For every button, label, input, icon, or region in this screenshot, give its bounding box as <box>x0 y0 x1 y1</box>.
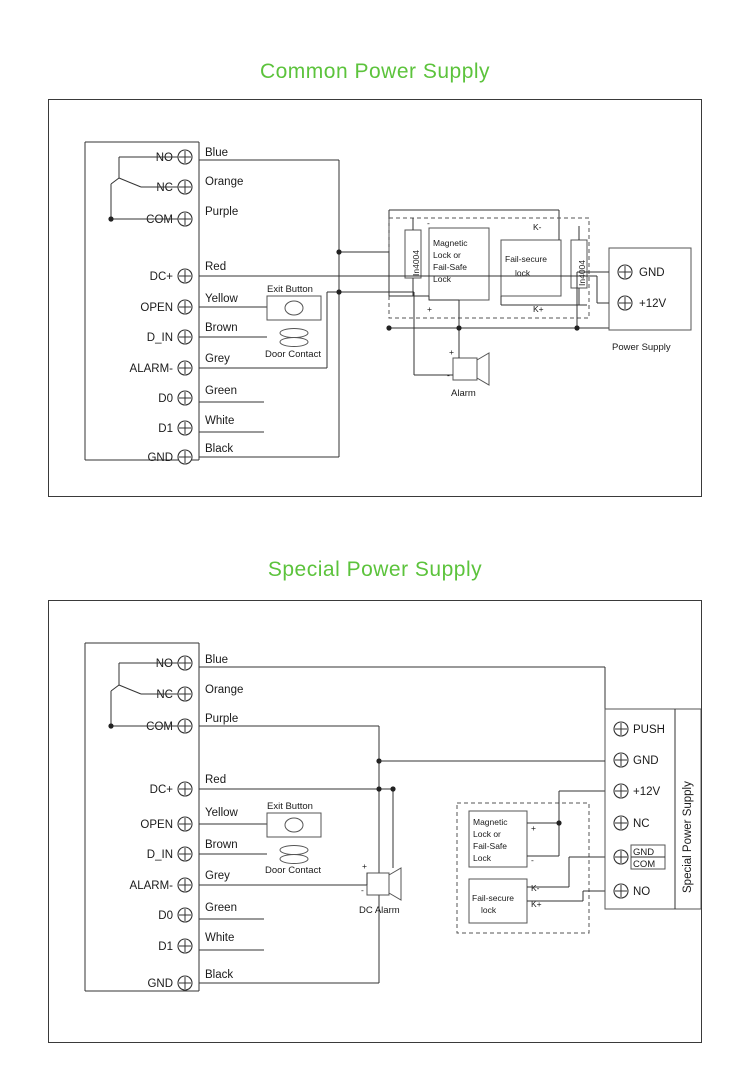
terminal-screw-alarm <box>178 878 192 892</box>
wire-color-yellow: Yellow <box>205 807 238 819</box>
power-supply-terminal-com: COM <box>633 859 656 870</box>
power-supply-screw-nc <box>614 816 628 830</box>
magnetic-lock-minus: - <box>427 218 430 228</box>
fail-secure-kminus: K- <box>533 222 542 232</box>
terminal-label-d0: D0 <box>158 393 173 405</box>
power-supply-caption: Power Supply <box>612 342 671 353</box>
terminal-screw-gnd <box>178 976 192 990</box>
wire-color-purple: Purple <box>205 206 239 218</box>
magnetic-lock-line-1: Magnetic <box>473 817 508 827</box>
terminal-screw-com <box>178 719 192 733</box>
exit-button-label: Exit Button <box>267 284 313 295</box>
fail-secure-lock-box <box>501 240 561 296</box>
wire-color-red: Red <box>205 774 227 786</box>
magnetic-lock-plus: + <box>531 823 536 833</box>
dc-alarm-device <box>367 868 401 900</box>
wire-color-white: White <box>205 932 235 944</box>
wire-color-black: Black <box>205 443 234 455</box>
terminal-screw-nc <box>178 180 192 194</box>
magnetic-lock-box <box>429 228 489 300</box>
terminal-screw-open <box>178 300 192 314</box>
terminal-screw-open <box>178 817 192 831</box>
terminal-label-com: COM <box>146 214 173 226</box>
wire-color-purple: Purple <box>205 713 239 725</box>
power-supply-terminal-12v: +12V <box>639 298 667 310</box>
magnetic-lock-minus: - <box>531 855 534 865</box>
door-contact-label: Door Contact <box>265 865 321 876</box>
terminal-screw-d1 <box>178 421 192 435</box>
magnetic-lock-line-3: Fail-Safe <box>433 262 468 272</box>
terminal-screw-gnd <box>178 450 192 464</box>
wire-color-brown: Brown <box>205 322 238 334</box>
fail-secure-line-1: Fail-secure <box>472 893 515 903</box>
terminal-label-alarm: ALARM- <box>129 880 173 892</box>
wire-color-black: Black <box>205 969 234 981</box>
wire-color-orange: Orange <box>205 176 244 188</box>
terminal-label-open: OPEN <box>140 819 173 831</box>
terminal-label-no: NO <box>155 152 173 164</box>
terminal-screw-din <box>178 847 192 861</box>
terminal-label-d1: D1 <box>158 423 173 435</box>
fail-secure-kminus: K- <box>531 883 540 893</box>
alarm-minus-label: - <box>447 370 450 380</box>
fail-secure-kplus: K+ <box>533 304 544 314</box>
diode-in4004-right <box>571 226 587 305</box>
magnetic-lock-line-4: Lock <box>473 853 491 863</box>
diode-right-label: In4004 <box>577 260 587 286</box>
special-power-supply-box <box>605 709 701 909</box>
page-title-common: Common Power Supply <box>259 60 491 83</box>
exit-button-device <box>267 813 321 837</box>
terminal-label-nc: NC <box>156 689 173 701</box>
power-supply-terminal-gnd: GND <box>639 267 665 279</box>
door-contact-device <box>280 329 308 347</box>
terminal-screw-d0 <box>178 391 192 405</box>
door-contact-device <box>280 846 308 864</box>
terminal-label-com: COM <box>146 721 173 733</box>
page-title-special: Special Power Supply <box>267 558 483 581</box>
terminal-screw-no <box>178 150 192 164</box>
terminal-screw-nc <box>178 687 192 701</box>
diode-left-label: In4004 <box>411 250 421 276</box>
fail-secure-kplus: K+ <box>531 899 542 909</box>
fail-secure-lock-box <box>469 879 527 923</box>
terminal-screw-d0 <box>178 908 192 922</box>
terminal-label-alarm: ALARM- <box>129 363 173 375</box>
terminal-screw-din <box>178 330 192 344</box>
terminal-label-dcplus: DC+ <box>149 271 173 283</box>
diagram-panel-common <box>48 99 702 497</box>
dc-alarm-label: DC Alarm <box>359 905 400 916</box>
terminal-label-gnd: GND <box>147 978 173 990</box>
alarm-plus-label: + <box>449 347 454 357</box>
power-supply-terminal-no: NO <box>633 886 651 898</box>
power-supply-terminal-gnd2: GND <box>633 847 655 858</box>
wire-color-white: White <box>205 415 235 427</box>
wire-color-grey: Grey <box>205 353 230 365</box>
magnetic-lock-line-4: Lock <box>433 274 451 284</box>
power-supply-screw-gnd <box>618 265 632 279</box>
special-power-supply-caption: Special Power Supply <box>682 781 694 893</box>
terminal-label-d0: D0 <box>158 910 173 922</box>
power-supply-screw-push <box>614 722 628 736</box>
diagram-panel-special <box>48 600 702 1043</box>
terminal-label-d1: D1 <box>158 941 173 953</box>
fail-secure-line-1: Fail-secure <box>505 254 548 264</box>
exit-button-label: Exit Button <box>267 801 313 812</box>
magnetic-lock-box <box>469 811 527 867</box>
wire-color-red: Red <box>205 261 227 273</box>
wire-color-blue: Blue <box>205 147 229 159</box>
power-supply-terminal-12v: +12V <box>633 786 661 798</box>
wire-color-blue: Blue <box>205 654 229 666</box>
wire-color-green: Green <box>205 902 237 914</box>
terminal-screw-alarm <box>178 361 192 375</box>
wire-color-brown: Brown <box>205 839 238 851</box>
diode-in4004-left <box>405 218 421 296</box>
power-supply-terminal-push: PUSH <box>633 724 665 736</box>
terminal-screw-dcplus <box>178 782 192 796</box>
magnetic-lock-line-2: Lock or <box>433 250 461 260</box>
power-supply-screw-12v <box>614 784 628 798</box>
wire-color-orange: Orange <box>205 684 244 696</box>
terminal-label-nc: NC <box>156 182 173 194</box>
fail-secure-line-2: lock <box>515 268 531 278</box>
alarm-label: Alarm <box>451 388 476 399</box>
power-supply-terminal-nc: NC <box>633 818 650 830</box>
terminal-screw-dcplus <box>178 269 192 283</box>
terminal-label-din: D_IN <box>146 849 173 861</box>
terminal-label-dcplus: DC+ <box>149 784 173 796</box>
power-supply-screw-gnd <box>614 753 628 767</box>
magnetic-lock-line-3: Fail-Safe <box>473 841 508 851</box>
wire-color-grey: Grey <box>205 870 230 882</box>
power-supply-terminal-gnd: GND <box>633 755 659 767</box>
alarm-device <box>453 353 489 385</box>
wire-color-yellow: Yellow <box>205 293 238 305</box>
power-supply-screw-no <box>614 884 628 898</box>
terminal-screw-d1 <box>178 939 192 953</box>
terminal-screw-com <box>178 212 192 226</box>
power-supply-screw-12v <box>618 296 632 310</box>
terminal-label-no: NO <box>155 658 173 670</box>
terminal-screw-no <box>178 656 192 670</box>
magnetic-lock-line-2: Lock or <box>473 829 501 839</box>
magnetic-lock-plus: + <box>427 304 432 314</box>
door-contact-label: Door Contact <box>265 349 321 360</box>
magnetic-lock-line-1: Magnetic <box>433 238 468 248</box>
common-power-supply-diagram <box>49 100 701 496</box>
power-supply-screw-gndcom <box>614 850 628 864</box>
terminal-label-gnd: GND <box>147 452 173 464</box>
terminal-label-din: D_IN <box>146 332 173 344</box>
special-power-supply-diagram <box>49 601 701 1042</box>
dc-alarm-minus: - <box>361 885 364 895</box>
fail-secure-line-2: lock <box>481 905 497 915</box>
power-supply-box <box>609 248 691 330</box>
terminal-label-open: OPEN <box>140 302 173 314</box>
wire-color-green: Green <box>205 385 237 397</box>
exit-button-device <box>267 296 321 320</box>
dc-alarm-plus: + <box>362 861 367 871</box>
